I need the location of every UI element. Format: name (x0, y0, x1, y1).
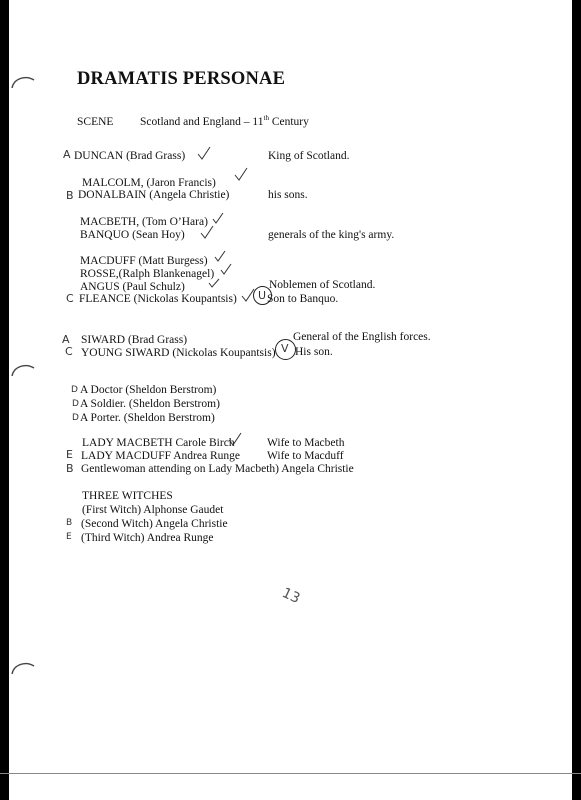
handwritten-letter-mark: B (66, 189, 74, 202)
check-icon (211, 211, 225, 225)
handwritten-page-number: 13 (279, 584, 303, 608)
role-name-macbeth: MACBETH, (Tom O’Hara) (80, 216, 208, 228)
role-name-banquo: BANQUO (Sean Hoy) (80, 229, 185, 241)
scan-edge-left (0, 0, 9, 800)
handwritten-letter-mark: A (63, 148, 71, 161)
role-name-angus: ANGUS (Paul Schulz) (80, 281, 185, 293)
role-name-third-witch: (Third Witch) Andrea Runge (81, 532, 214, 544)
role-name-fleance: FLEANCE (Nickolas Koupantsis) (79, 293, 237, 305)
handwritten-letter-mark: D (72, 399, 79, 409)
role-name-duncan: DUNCAN (Brad Grass) (74, 150, 186, 162)
check-icon (207, 277, 221, 289)
role-desc-angus: Noblemen of Scotland. (269, 279, 376, 291)
role-desc-lady-macbeth: Wife to Macbeth (267, 437, 345, 449)
role-name-second-witch: (Second Witch) Angela Christie (81, 518, 228, 530)
witches-heading: THREE WITCHES (82, 490, 173, 502)
check-icon (213, 249, 227, 263)
role-name-soldier: A Soldier. (Sheldon Berstrom) (80, 398, 220, 410)
handwritten-circled-mark: V (281, 342, 289, 355)
role-name-siward: SIWARD (Brad Grass) (81, 334, 188, 346)
handwritten-letter-mark: C (65, 345, 73, 358)
handwritten-circled-mark: U (258, 289, 267, 302)
role-desc-banquo: generals of the king's army. (268, 229, 395, 241)
check-icon (196, 145, 212, 161)
handwritten-letter-mark: E (66, 448, 73, 461)
role-desc-lady-macduff: Wife to Macduff (267, 450, 344, 462)
role-name-doctor: A Doctor (Sheldon Berstrom) (80, 384, 217, 396)
punch-hole-mark-bottom (8, 658, 38, 678)
role-name-rosse: ROSSE,(Ralph Blankenagel) (80, 268, 215, 280)
role-name-gentlewoman: Gentlewoman attending on Lady Macbeth) Angela Christie (81, 463, 354, 475)
handwritten-letter-mark: B (66, 518, 73, 528)
role-name-young-siward: YOUNG SIWARD (Nickolas Koupantsis) (81, 347, 276, 359)
role-desc-duncan: King of Scotland. (268, 150, 350, 162)
punch-hole-mark-top (8, 72, 38, 92)
role-name-lady-macduff: LADY MACDUFF Andrea Runge (81, 450, 240, 462)
role-name-porter: A Porter. (Sheldon Berstrom) (80, 412, 215, 424)
check-icon (219, 262, 233, 276)
role-name-donalbain: DONALBAIN (Angela Christie) (78, 189, 230, 201)
handwritten-letter-mark: E (66, 532, 72, 542)
scene-label: SCENE (77, 116, 114, 128)
role-desc-siward: General of the English forces. (293, 331, 431, 343)
role-desc-young-siward: His son. (295, 346, 333, 358)
scene-text: Scotland and England – 11th Century (140, 114, 309, 128)
scan-edge-bottom (0, 773, 581, 774)
scan-edge-right (572, 0, 581, 800)
role-desc-donalbain: his sons. (268, 189, 308, 201)
role-name-lady-macbeth: LADY MACBETH Carole Birch (82, 437, 235, 449)
check-icon (199, 224, 215, 240)
handwritten-letter-mark: D (72, 413, 79, 423)
handwritten-letter-mark: A (62, 333, 70, 346)
role-name-first-witch: (First Witch) Alphonse Gaudet (82, 504, 224, 516)
role-name-macduff: MACDUFF (Matt Burgess) (80, 255, 208, 267)
role-name-malcolm: MALCOLM, (Jaron Francis) (82, 177, 216, 189)
check-icon (227, 431, 243, 447)
check-icon (233, 166, 249, 182)
handwritten-letter-mark: D (71, 385, 78, 395)
punch-hole-mark-middle (8, 360, 38, 380)
page-title: DRAMATIS PERSONAE (77, 69, 286, 89)
handwritten-letter-mark: B (66, 462, 74, 475)
handwritten-letter-mark: C (66, 292, 74, 305)
role-desc-fleance: Son to Banquo. (267, 293, 339, 305)
